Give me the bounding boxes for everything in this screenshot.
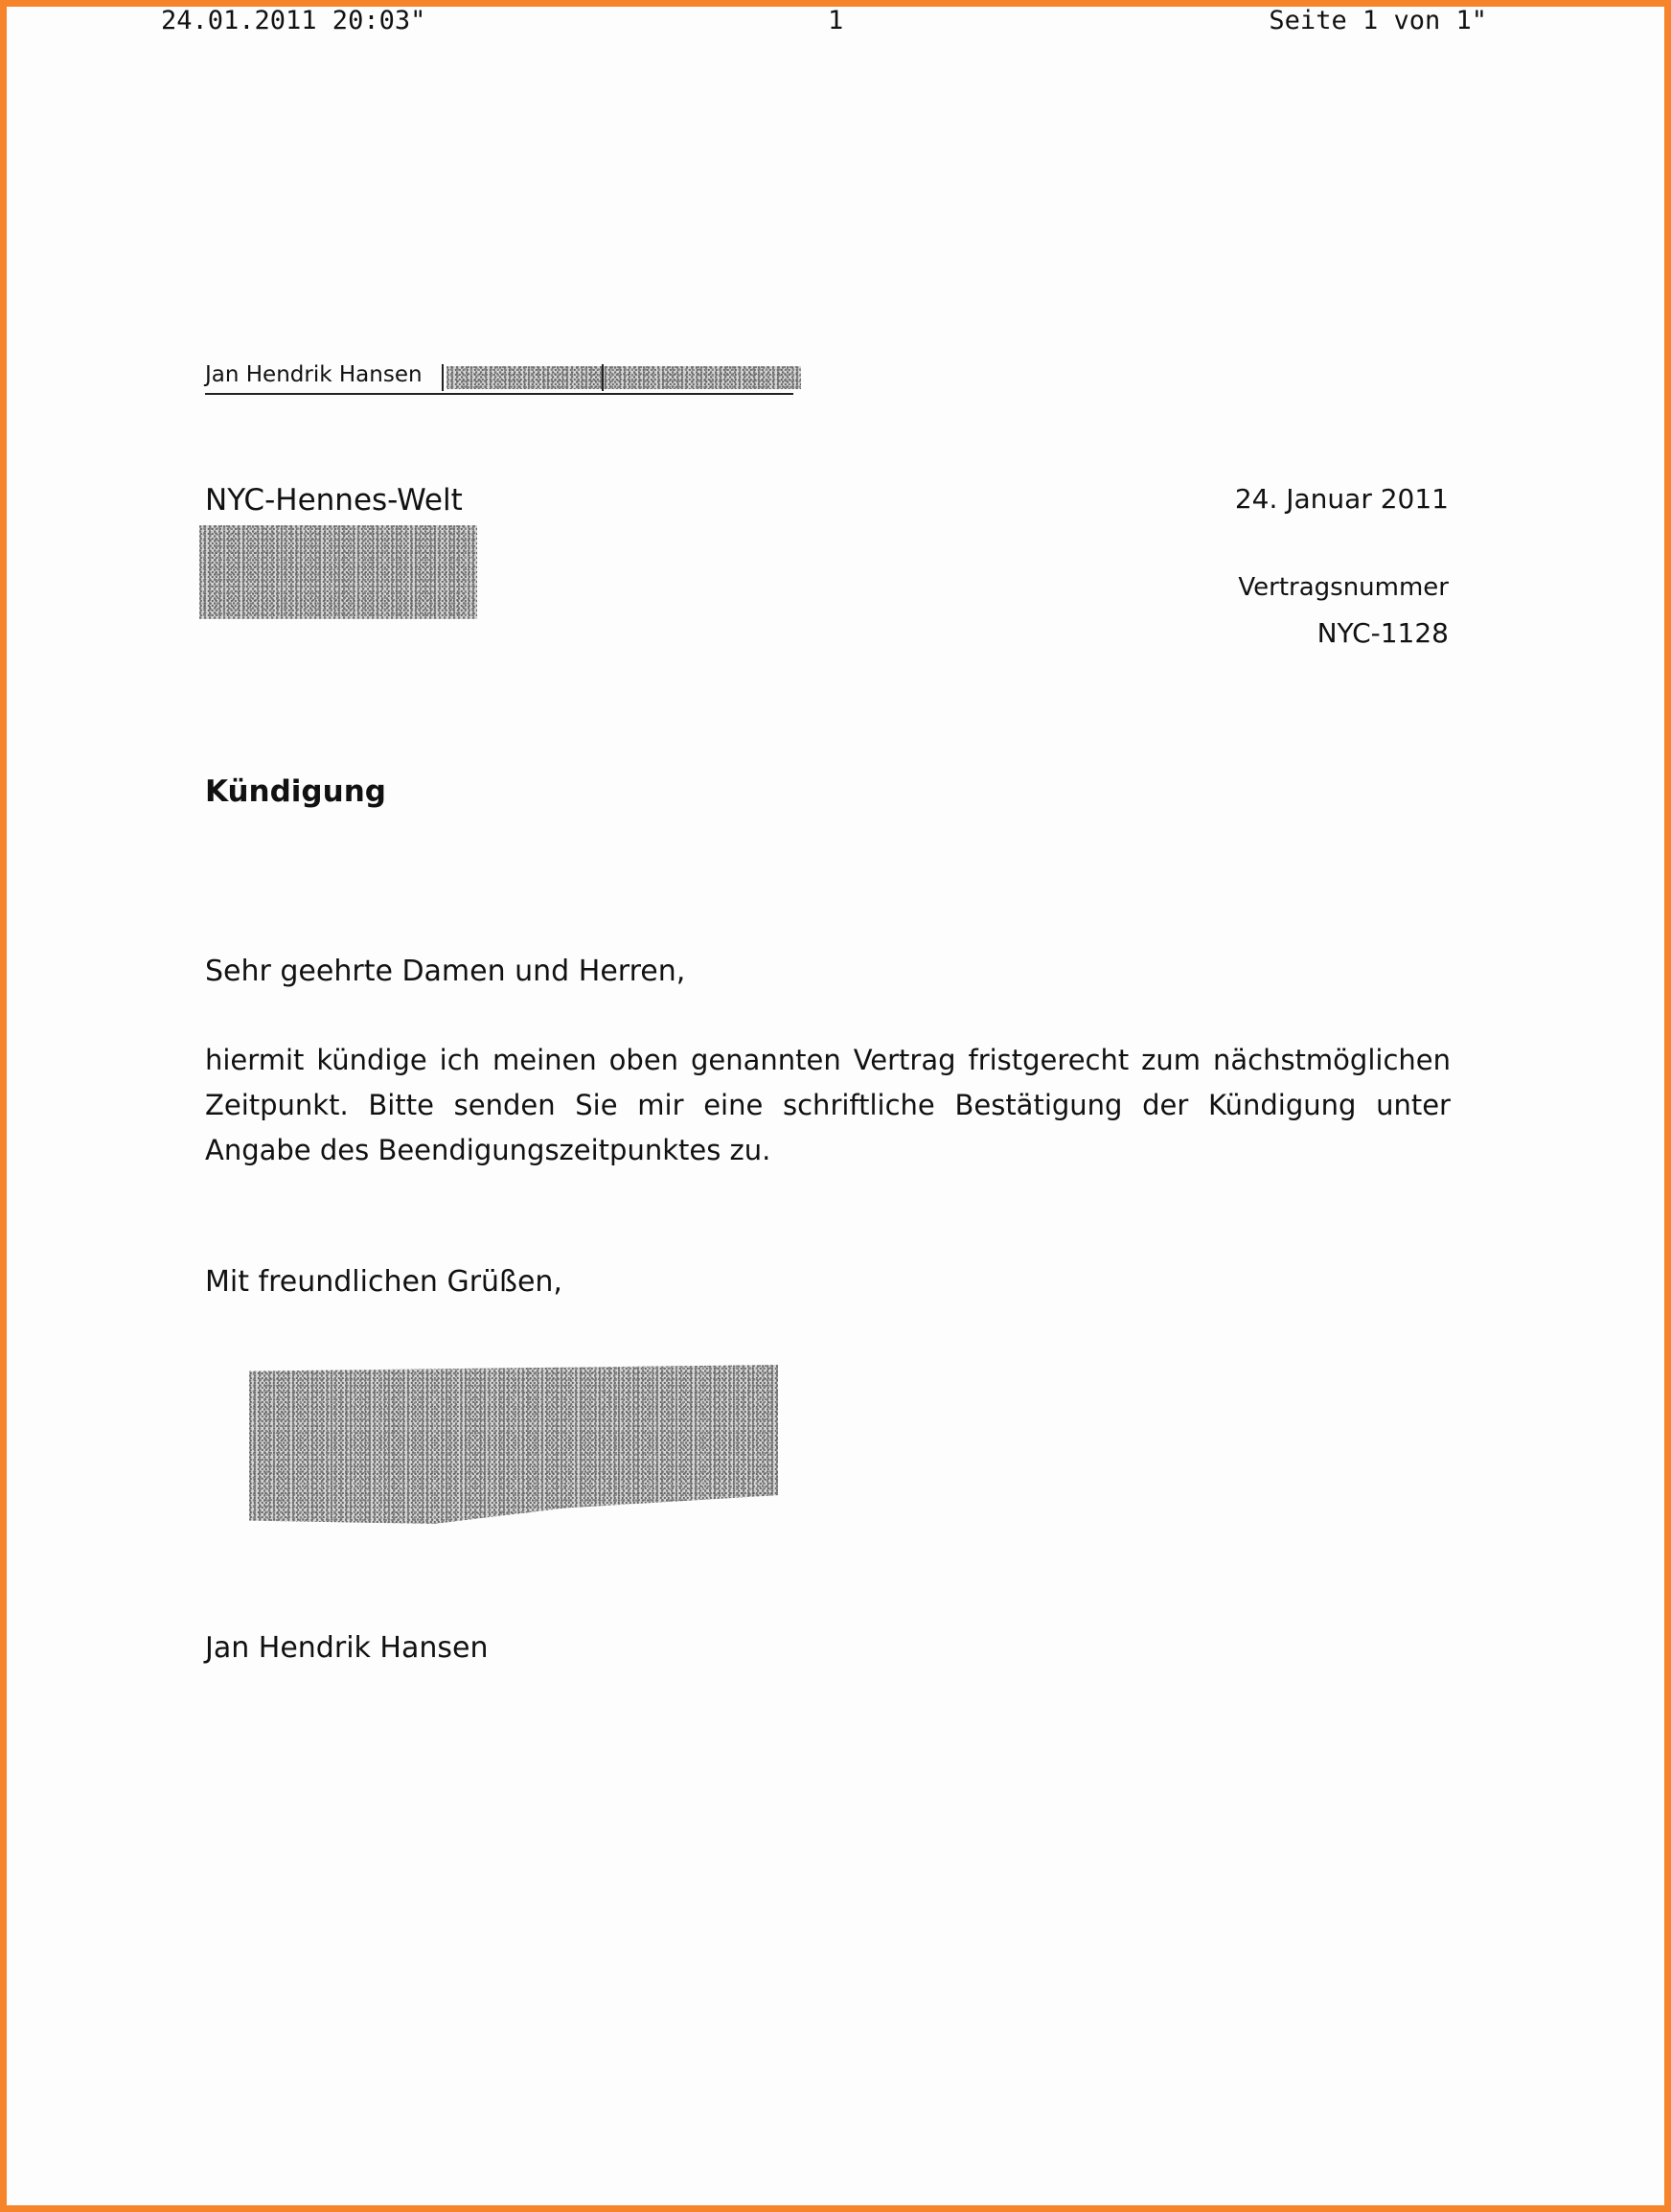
recipient-name: NYC-Hennes-Welt <box>205 483 463 518</box>
contract-number-label: Vertragsnummer <box>1238 573 1449 602</box>
print-page-of: Seite 1 von 1" <box>1269 6 1487 35</box>
letter-body: hiermit kündige ich meinen oben genannten Vertrag fristgerecht zum nächstmöglichen Zeitpunkt. Bitte senden Sie mir eine schriftliche Bestätigung der Kündigung unter Angabe des Beendigungszeitpunktes zu. <box>205 1044 1451 1166</box>
redacted-signature <box>249 1365 778 1524</box>
letter-subject: Kündigung <box>205 774 386 809</box>
signature-name: Jan Hendrik Hansen <box>205 1631 489 1665</box>
redacted-sender-street <box>446 366 801 389</box>
sender-address-line <box>205 358 793 395</box>
sender-name: Jan Hendrik Hansen <box>205 362 423 387</box>
redacted-recipient-address <box>199 525 477 619</box>
sender-separator <box>602 364 604 391</box>
letter-date: 24. Januar 2011 <box>1234 483 1449 515</box>
sender-separator <box>442 364 444 391</box>
contract-number: NYC-1128 <box>1316 617 1449 649</box>
print-timestamp: 24.01.2011 20:03" <box>161 6 426 35</box>
closing-phrase: Mit freundlichen Grüßen, <box>205 1265 562 1299</box>
salutation: Sehr geehrte Damen und Herren, <box>205 955 686 988</box>
print-page-number: 1 <box>828 6 844 35</box>
